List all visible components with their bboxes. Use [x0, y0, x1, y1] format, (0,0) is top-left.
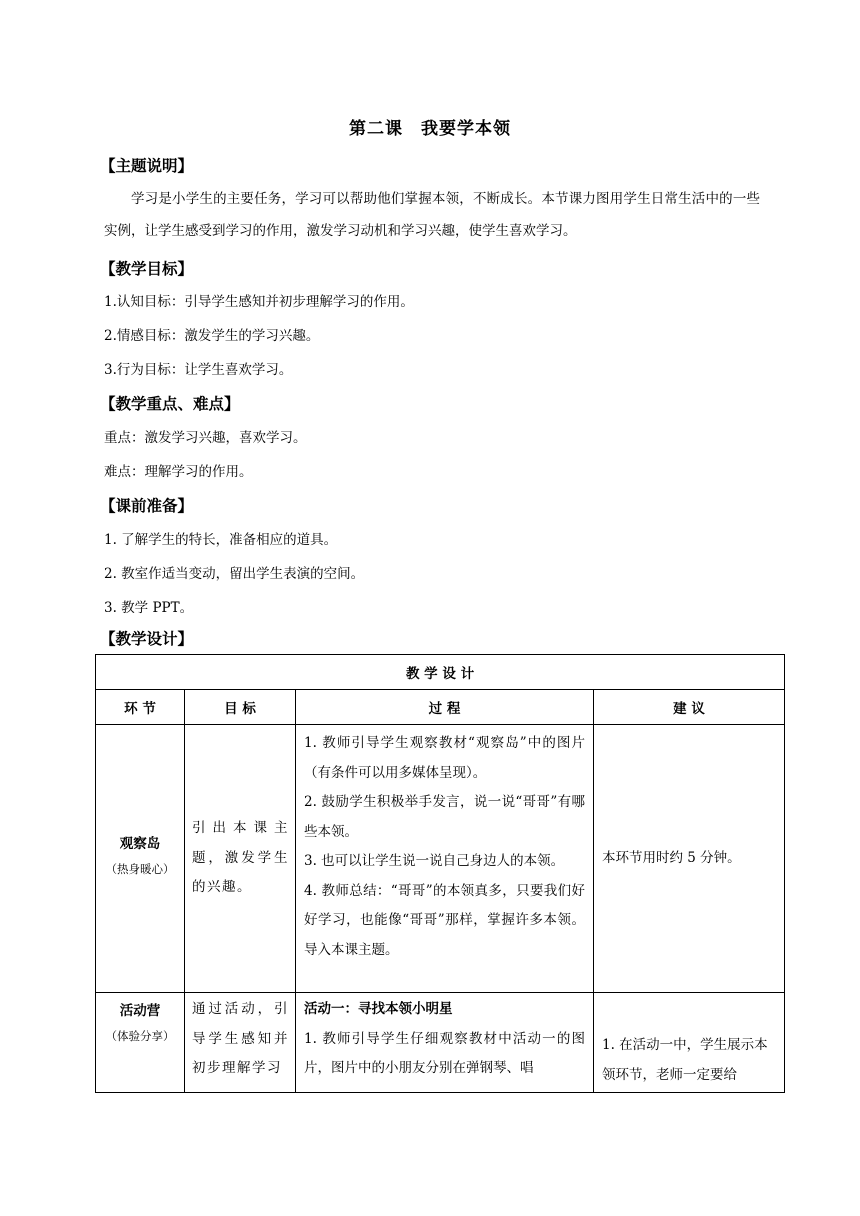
- goal-cell: [185, 993, 296, 1093]
- goal-item-3: 3.行为目标：让学生喜欢学习。: [104, 362, 293, 378]
- difficult-point-item: 难点：理解学习的作用。: [104, 464, 253, 480]
- goal-text: 通过活动，引导学生感知并初步理解学习: [192, 1001, 289, 1076]
- heading-theme: 【主题说明】: [100, 157, 194, 175]
- advice-cell: [594, 993, 785, 1093]
- prep-item-1: 1. 了解学生的特长，准备相应的道具。: [104, 532, 338, 548]
- process-step: 1. 教师引导学生观察教材“观察岛”中的图片（有条件可以用多媒体呈现）。: [304, 735, 585, 781]
- header-advice: 建 议: [594, 690, 785, 725]
- advice-cell: [594, 725, 785, 993]
- process-cell: [296, 725, 594, 993]
- section-subtitle: （体验分享）: [105, 1029, 175, 1043]
- section-cell: [96, 993, 185, 1093]
- process-step: 4. 教师总结：“哥哥”的本领真多，只要我们好好学习，也能像“哥哥”那样，掌握许多本领。导入本课主题。: [304, 882, 585, 958]
- heading-preparation: 【课前准备】: [100, 497, 194, 515]
- goal-item-2: 2.情感目标：激发学生的学习兴趣。: [104, 328, 320, 344]
- header-goal: 目 标: [185, 690, 296, 725]
- goal-text: 引出本课主题，激发学生的兴趣。: [192, 820, 289, 896]
- activity-title: 活动一：寻找本领小明星: [304, 1001, 453, 1017]
- theme-paragraph: 学习是小学生的主要任务，学习可以帮助他们掌握本领，不断成长。本节课力图用学生日常生活中的一些实例，让学生感受到学习的作用，激发学习动机和学习兴趣，使学生喜欢学习。: [104, 191, 760, 239]
- process-step: 1. 教师引导学生仔细观察教材中活动一的图片，图片中的小朋友分别在弹钢琴、唱: [304, 1030, 585, 1076]
- advice-text: 本环节用时约 5 分钟。: [602, 849, 741, 866]
- heading-key-points: 【教学重点、难点】: [100, 395, 240, 413]
- section-subtitle: （热身暖心）: [105, 861, 175, 876]
- prep-item-3: 3. 教学 PPT。: [104, 600, 194, 616]
- teaching-design-table: [95, 654, 785, 1093]
- goal-cell: [185, 725, 296, 993]
- table-row: [96, 993, 785, 1093]
- heading-design: 【教学设计】: [100, 630, 194, 648]
- table-row: [96, 725, 785, 993]
- header-process: 过 程: [296, 690, 594, 725]
- lesson-title: 第二课 我要学本领: [349, 119, 511, 139]
- prep-item-2: 2. 教室作适当变动，留出学生表演的空间。: [104, 566, 365, 582]
- process-step: 3. 也可以让学生说一说自己身边人的本领。: [304, 853, 565, 869]
- key-point-item: 重点：激发学习兴趣，喜欢学习。: [104, 430, 307, 446]
- section-name: 活动营: [119, 1003, 161, 1019]
- process-cell: [296, 993, 594, 1093]
- process-step: 2. 鼓励学生积极举手发言，说一说“哥哥”有哪些本领。: [304, 794, 585, 840]
- header-section: 环 节: [96, 690, 185, 725]
- heading-goals: 【教学目标】: [100, 260, 194, 278]
- section-cell: [96, 725, 185, 993]
- table-caption: 教 学 设 计: [96, 655, 785, 690]
- advice-text: 1. 在活动一中，学生展示本领环节，老师一定要给: [602, 1037, 768, 1083]
- section-name: 观察岛: [119, 835, 161, 852]
- goal-item-1: 1.认知目标：引导学生感知并初步理解学习的作用。: [104, 294, 414, 310]
